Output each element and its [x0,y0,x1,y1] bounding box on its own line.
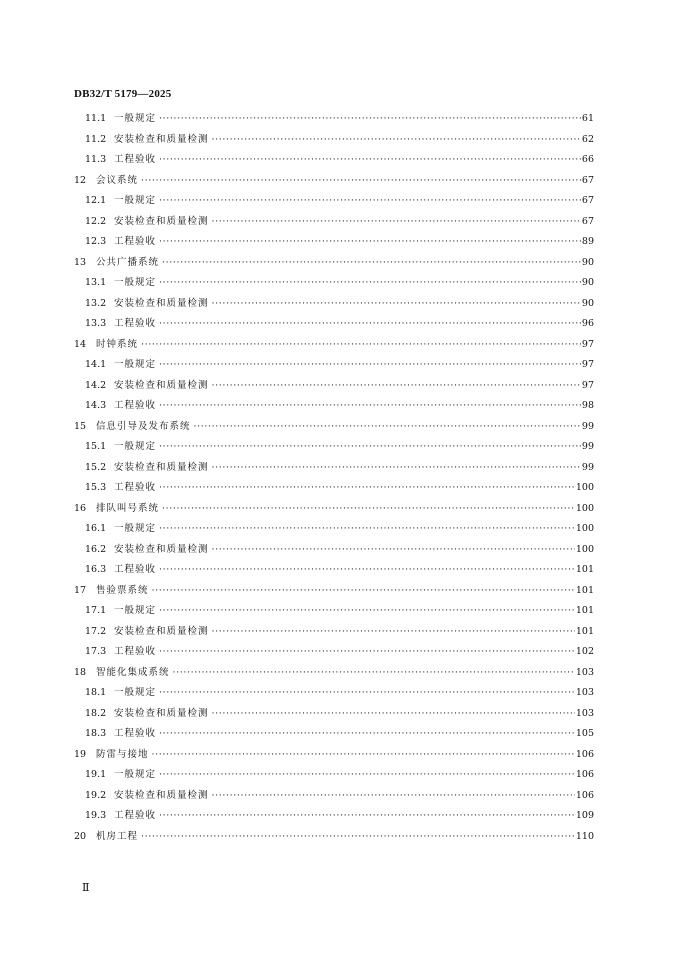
toc-entry-title: 防雷与接地 [96,748,149,760]
toc-entry-page: 97 [581,379,594,391]
toc-section-entry[interactable] [74,683,594,704]
toc-section-entry[interactable] [74,314,594,335]
toc-section-entry[interactable] [74,376,594,397]
toc-dot-leader [141,827,575,848]
toc-section-entry[interactable] [74,786,594,807]
toc-chapter-entry[interactable] [74,663,594,684]
toc-entry-page: 89 [581,236,594,247]
toc-entry-title: 安装检查和质量检测 [114,215,209,227]
toc-entry-title: 安装检查和质量检测 [114,297,209,309]
toc-entry-number: 13.2 [85,297,107,309]
toc-dot-leader [212,294,581,315]
toc-entry-page: 67 [581,215,594,227]
toc-entry-title: 一般规定 [114,605,157,616]
toc-entry-number: 13 [74,256,87,268]
toc-entry-title: 安装检查和质量检测 [114,543,209,555]
toc-entry-number: 12.3 [85,236,107,247]
toc-entry-title: 工程验收 [114,810,157,821]
toc-section-entry[interactable] [74,273,594,294]
toc-entry-number: 17 [74,584,87,596]
toc-chapter-entry[interactable] [74,827,594,848]
toc-dot-leader [159,150,581,171]
toc-section-entry[interactable] [74,109,594,130]
toc-dot-leader [212,458,581,479]
toc-entry-page: 96 [581,318,594,329]
toc-section-entry[interactable] [74,232,594,253]
toc-dot-leader [159,273,581,294]
toc-entry-page: 90 [581,277,594,288]
toc-dot-leader [159,683,575,704]
toc-entry-page: 103 [575,687,594,698]
toc-dot-leader [212,704,575,725]
toc-section-entry[interactable] [74,519,594,540]
toc-entry-number: 14.2 [85,379,107,391]
toc-entry-number: 11.1 [85,113,107,124]
toc-entry-number: 11.3 [85,154,107,165]
toc-entry-number: 15.1 [85,441,107,452]
toc-entry-number: 19.2 [85,789,107,801]
toc-entry-title: 工程验收 [114,318,157,329]
toc-entry-number: 16.2 [85,543,107,555]
toc-entry-title: 售验票系统 [96,584,149,596]
toc-entry-number: 15.3 [85,482,107,493]
toc-entry-title: 工程验收 [114,236,157,247]
toc-entry-page: 102 [575,646,594,657]
toc-entry-number: 16 [74,502,87,514]
toc-entry-number: 14.3 [85,400,107,411]
toc-dot-leader [173,663,575,684]
toc-section-entry[interactable] [74,478,594,499]
toc-dot-leader [212,212,581,233]
toc-dot-leader [159,519,575,540]
toc-entry-number: 20 [74,830,87,842]
toc-entry-title: 信息引导及发布系统 [96,420,191,432]
toc-entry-number: 14 [74,338,87,350]
toc-entry-title: 安装检查和质量检测 [114,707,209,719]
toc-section-entry[interactable] [74,642,594,663]
toc-chapter-entry[interactable] [74,417,594,438]
toc-entry-page: 67 [581,195,594,206]
toc-entry-number: 18.3 [85,728,107,739]
toc-dot-leader [159,232,581,253]
toc-section-entry[interactable] [74,355,594,376]
toc-section-entry[interactable] [74,396,594,417]
toc-entry-page: 109 [575,810,594,821]
toc-entry-page: 97 [581,359,594,370]
toc-dot-leader [141,335,581,356]
toc-entry-page: 66 [581,154,594,165]
toc-entry-number: 16.1 [85,523,107,534]
toc-entry-number: 14.1 [85,359,107,370]
toc-section-entry[interactable] [74,150,594,171]
toc-entry-number: 19.1 [85,769,107,780]
toc-entry-number: 19 [74,748,87,760]
toc-entry-page: 62 [581,133,594,145]
toc-entry-number: 12 [74,174,87,186]
toc-entry-page: 101 [575,625,594,637]
toc-chapter-entry[interactable] [74,335,594,356]
toc-entry-page: 101 [575,564,594,575]
toc-dot-leader [159,314,581,335]
toc-section-entry[interactable] [74,765,594,786]
toc-chapter-entry[interactable] [74,253,594,274]
toc-section-entry[interactable] [74,704,594,725]
toc-section-entry[interactable] [74,724,594,745]
toc-dot-leader [194,417,581,438]
toc-entry-page: 97 [581,338,594,350]
toc-dot-leader [159,191,581,212]
toc-entry-title: 一般规定 [114,277,157,288]
toc-entry-title: 安装检查和质量检测 [114,789,209,801]
toc-dot-leader [212,130,581,151]
toc-entry-title: 时钟系统 [96,338,139,350]
toc-entry-number: 13.1 [85,277,107,288]
toc-dot-leader [159,724,575,745]
toc-dot-leader [159,642,575,663]
toc-entry-title: 会议系统 [96,174,139,186]
toc-dot-leader [141,171,581,192]
toc-entry-number: 17.3 [85,646,107,657]
toc-entry-page: 106 [575,769,594,780]
toc-section-entry[interactable] [74,540,594,561]
toc-entry-title: 工程验收 [114,482,157,493]
toc-dot-leader [162,499,575,520]
toc-entry-title: 工程验收 [114,400,157,411]
toc-entry-page: 99 [581,420,594,432]
toc-entry-title: 安装检查和质量检测 [114,461,209,473]
toc-entry-number: 17.2 [85,625,107,637]
toc-entry-number: 15.2 [85,461,107,473]
toc-entry-page: 101 [575,605,594,616]
toc-entry-page: 99 [581,441,594,452]
toc-entry-number: 11.2 [85,133,107,145]
toc-entry-page: 90 [581,256,594,268]
toc-entry-title: 一般规定 [114,769,157,780]
toc-entry-number: 12.2 [85,215,107,227]
toc-entry-title: 一般规定 [114,195,157,206]
toc-entry-page: 61 [581,113,594,124]
toc-entry-number: 16.3 [85,564,107,575]
toc-entry-page: 110 [575,830,594,842]
toc-entry-number: 12.1 [85,195,107,206]
toc-section-entry[interactable] [74,437,594,458]
toc-entry-page: 100 [575,523,594,534]
toc-entry-page: 90 [581,297,594,309]
toc-entry-page: 105 [575,728,594,739]
toc-dot-leader [162,253,581,274]
toc-entry-number: 17.1 [85,605,107,616]
toc-section-entry[interactable] [74,560,594,581]
toc-dot-leader [212,376,581,397]
toc-entry-title: 排队叫号系统 [96,502,160,514]
toc-dot-leader [159,560,575,581]
toc-dot-leader [159,396,581,417]
toc-entry-number: 15 [74,420,87,432]
toc-dot-leader [212,786,575,807]
toc-section-entry[interactable] [74,622,594,643]
toc-entry-title: 一般规定 [114,687,157,698]
toc-chapter-entry[interactable] [74,171,594,192]
toc-entry-title: 一般规定 [114,441,157,452]
toc-entry-page: 100 [575,482,594,493]
toc-entry-title: 安装检查和质量检测 [114,625,209,637]
toc-dot-leader [212,540,575,561]
toc-entry-title: 一般规定 [114,359,157,370]
toc-section-entry[interactable] [74,458,594,479]
toc-entry-page: 99 [581,461,594,473]
toc-section-entry[interactable] [74,806,594,827]
page-number-footer: Ⅱ [82,882,90,894]
toc-entry-page: 100 [575,502,594,514]
toc-entry-page: 101 [575,584,594,596]
toc-entry-title: 工程验收 [114,154,157,165]
toc-entry-page: 98 [581,400,594,411]
toc-entry-title: 一般规定 [114,523,157,534]
toc-entry-number: 13.3 [85,318,107,329]
toc-dot-leader [159,601,575,622]
toc-entry-title: 机房工程 [96,830,139,842]
toc-dot-leader [212,622,575,643]
toc-section-entry[interactable] [74,294,594,315]
toc-section-entry[interactable] [74,212,594,233]
toc-entry-title: 工程验收 [114,646,157,657]
toc-section-entry[interactable] [74,601,594,622]
toc-entry-title: 智能化集成系统 [96,666,170,678]
toc-section-entry[interactable] [74,191,594,212]
toc-entry-title: 工程验收 [114,728,157,739]
toc-entry-number: 18 [74,666,87,678]
toc-chapter-entry[interactable] [74,745,594,766]
document-code-header: DB32/T 5179—2025 [74,88,172,100]
toc-entry-number: 19.3 [85,810,107,821]
toc-entry-title: 安装检查和质量检测 [114,379,209,391]
toc-entry-title: 一般规定 [114,113,157,124]
toc-entry-page: 67 [581,174,594,186]
toc-dot-leader [159,437,581,458]
toc-entry-title: 安装检查和质量检测 [114,133,209,145]
toc-chapter-entry[interactable] [74,581,594,602]
toc-entry-page: 106 [575,789,594,801]
toc-dot-leader [159,109,581,130]
toc-dot-leader [159,478,575,499]
toc-section-entry[interactable] [74,130,594,151]
toc-entry-page: 106 [575,748,594,760]
toc-dot-leader [152,581,575,602]
toc-dot-leader [159,806,575,827]
table-of-contents [74,109,594,847]
toc-chapter-entry[interactable] [74,499,594,520]
toc-dot-leader [152,745,575,766]
toc-entry-title: 工程验收 [114,564,157,575]
toc-entry-number: 18.2 [85,707,107,719]
toc-entry-page: 100 [575,543,594,555]
toc-dot-leader [159,355,581,376]
toc-entry-page: 103 [575,666,594,678]
toc-entry-number: 18.1 [85,687,107,698]
toc-entry-page: 103 [575,707,594,719]
toc-dot-leader [159,765,575,786]
toc-entry-title: 公共广播系统 [96,256,160,268]
